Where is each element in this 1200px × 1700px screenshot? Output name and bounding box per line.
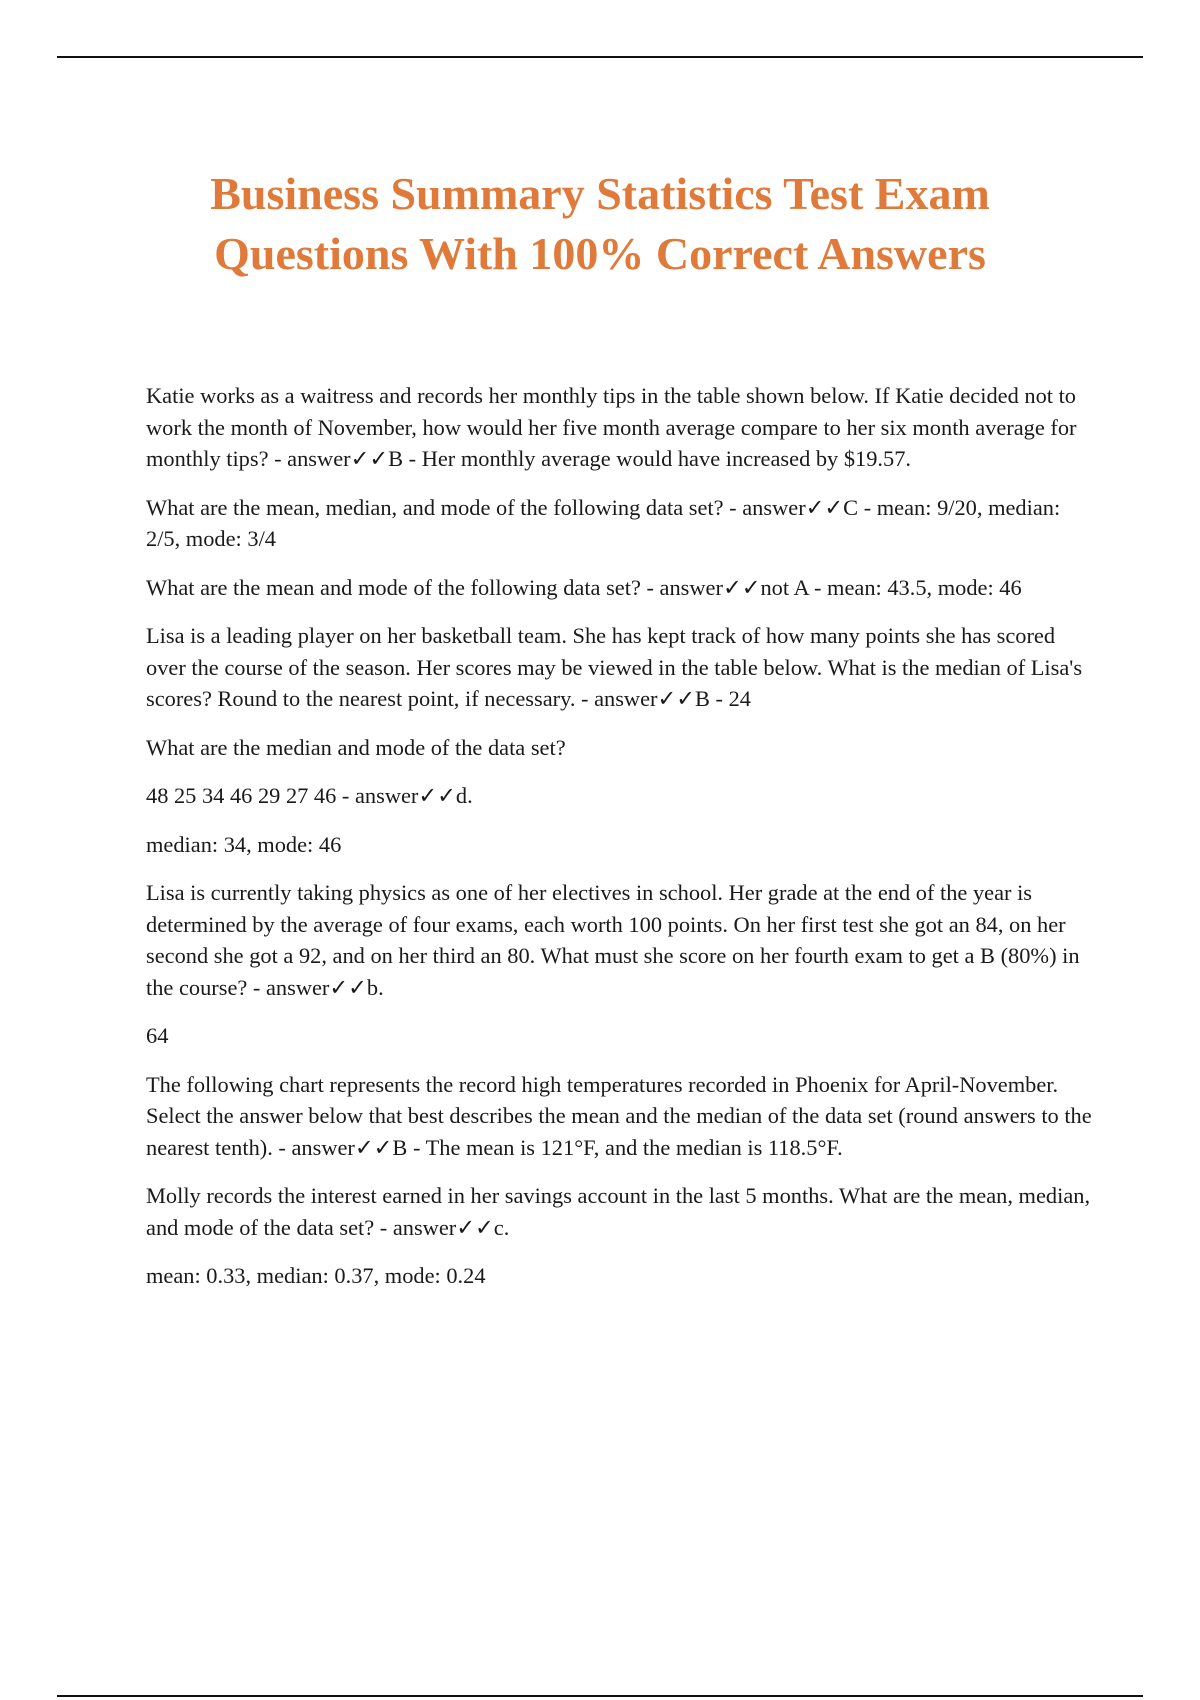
document-body xyxy=(146,380,1092,1309)
question-lisa-basketball: Lisa is a leading player on her basketball team. She has kept track of how many points she has scored over the course of the season. Her scores may be viewed in the table below. What is the median of Lisa's scores? Round to the nearest point, if necessary. - answer✓✓B - 24 xyxy=(146,623,1083,711)
data-set-line: 48 25 34 46 29 27 46 - answer✓✓d. xyxy=(146,783,473,808)
question-phoenix-temperatures: The following chart represents the record high temperatures recorded in Phoenix for April-November. Select the answer below that best describes the mean and the median of the data set (round answers to the nearest tenth). - answer✓✓B - The mean is 121°F, and the median is 118.5°F. xyxy=(146,1071,1092,1160)
answer-physics: 64 xyxy=(146,1023,169,1048)
answer-median-mode: median: 34, mode: 46 xyxy=(146,831,342,857)
question-molly-interest: Molly records the interest earned in her savings account in the last 5 months. What are the mean, median, and mode of the data set? - answer✓✓c. xyxy=(146,1183,1091,1240)
answer-molly-interest: mean: 0.33, median: 0.37, mode: 0.24 xyxy=(146,1263,486,1288)
question-median-mode: What are the median and mode of the data set? xyxy=(146,734,566,760)
question-mean-mode: What are the mean and mode of the following data set? - answer✓✓not A - mean: 43.5, mode: 46 xyxy=(146,574,1022,600)
question-mean-median-mode-fractions: What are the mean, median, and mode of the following data set? - answer✓✓C - mean: 9/20, median: 2/5, mode: 3/4 xyxy=(146,494,1061,551)
question-lisa-physics: Lisa is currently taking physics as one of her electives in school. Her grade at the end of the year is determined by the average of four exams, each worth 100 points. On her first test she got an 84, on her second she got a 92, and on her third an 80. What must she score on her fourth exam to get a B (80%) in the course? - answer✓✓b. xyxy=(146,880,1080,1000)
title-line-1: Business Summary Statistics Test Exam xyxy=(210,168,990,219)
bottom-rule xyxy=(57,1695,1143,1697)
document-title xyxy=(100,164,1100,284)
top-rule xyxy=(57,56,1143,58)
title-line-2: Questions With 100% Correct Answers xyxy=(214,228,986,279)
question-katie-tips: Katie works as a waitress and records her monthly tips in the table shown below. If Katie decided not to work the month of November, how would her five month average compare to her six month average for monthly tips? - answer✓✓B - Her monthly average would have increased by $19.57. xyxy=(146,383,1077,471)
